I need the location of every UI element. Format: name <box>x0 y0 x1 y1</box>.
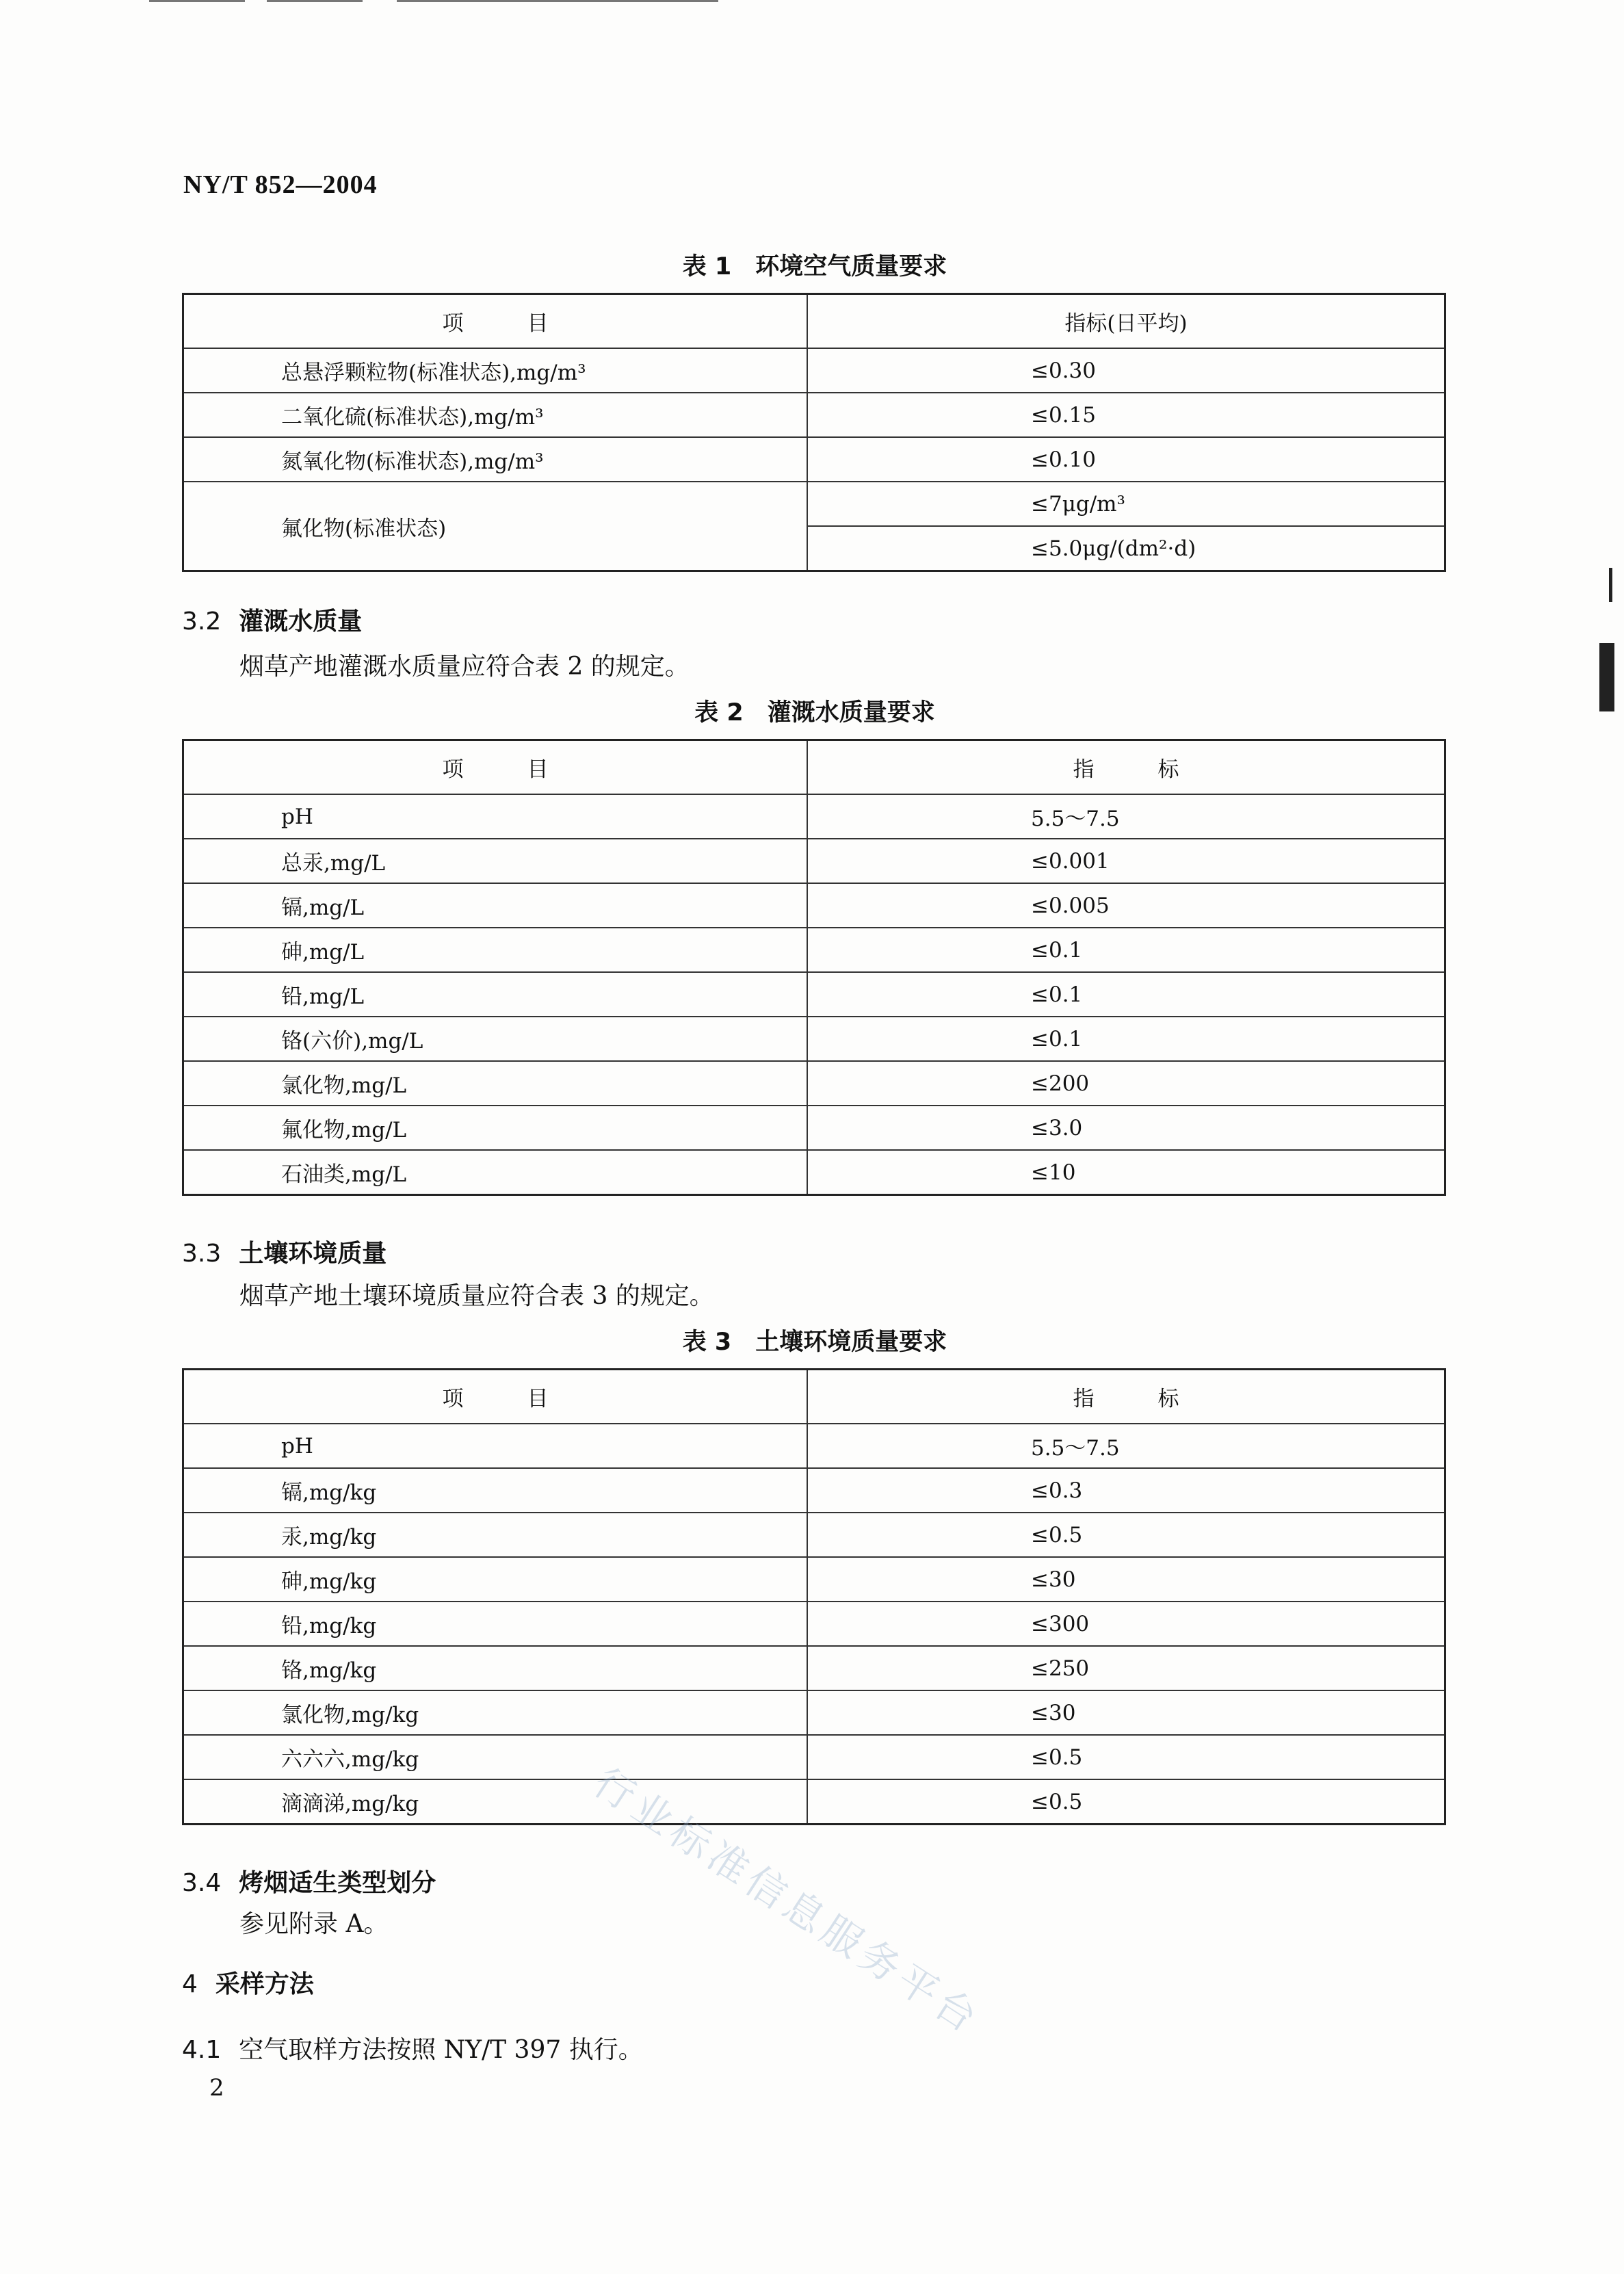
table-row <box>183 1557 1445 1602</box>
row-value: ≤0.10 <box>807 437 1445 482</box>
row-item: pH <box>183 1424 808 1468</box>
row-item: 镉,mg/kg <box>183 1468 808 1513</box>
row-value: ≤0.5 <box>807 1735 1445 1779</box>
table-header-row <box>183 294 1445 349</box>
table-row <box>183 1468 1445 1513</box>
row-item: 二氧化硫(标准状态),mg/m³ <box>183 393 808 437</box>
row-value: ≤0.5 <box>807 1779 1445 1825</box>
column-header-item: 项 目 <box>183 294 808 349</box>
column-header-value: 指标(日平均) <box>807 294 1445 349</box>
section-text: 烟草产地土壤环境质量应符合表 3 的规定。 <box>239 1282 714 1310</box>
scan-line <box>267 0 363 2</box>
page-number: 2 <box>209 2074 224 2102</box>
row-item: 铬,mg/kg <box>183 1646 808 1690</box>
row-value: 5.5～7.5 <box>807 794 1445 839</box>
section-text: 烟草产地灌溉水质量应符合表 2 的规定。 <box>239 653 690 681</box>
scan-speck <box>1599 643 1614 711</box>
table-row <box>183 1061 1445 1106</box>
table-row <box>183 1106 1445 1150</box>
table-header-row <box>183 740 1445 795</box>
table-row <box>183 393 1445 437</box>
column-header-item: 项 目 <box>183 1370 808 1424</box>
row-value: ≤3.0 <box>807 1106 1445 1150</box>
section-heading: 4 采样方法 <box>182 1970 314 1998</box>
table3-caption: 表 3 土壤环境质量要求 <box>682 1329 947 1356</box>
table2 <box>182 739 1446 1196</box>
section-paragraph: 4.1 空气取样方法按照 NY/T 397 执行。 <box>182 2036 643 2064</box>
document-code: NY/T 852—2004 <box>183 170 378 199</box>
table-row <box>183 883 1445 928</box>
row-value: ≤7μg/m³ <box>807 482 1445 526</box>
row-item: 镉,mg/L <box>183 883 808 928</box>
row-value: ≤0.3 <box>807 1468 1445 1513</box>
table-row <box>183 1690 1445 1735</box>
table-row <box>183 1602 1445 1646</box>
row-item: 滴滴涕,mg/kg <box>183 1779 808 1825</box>
row-item: 氯化物,mg/kg <box>183 1690 808 1735</box>
row-value: ≤10 <box>807 1150 1445 1195</box>
row-value: ≤0.5 <box>807 1513 1445 1557</box>
section-heading: 3.2 灌溉水质量 <box>182 607 363 636</box>
row-value: ≤0.005 <box>807 883 1445 928</box>
column-header-value: 指 标 <box>807 740 1445 795</box>
row-value: 5.5～7.5 <box>807 1424 1445 1468</box>
row-value: ≤0.1 <box>807 1017 1445 1061</box>
watermark: 行业标准信息服务平台 <box>585 1758 990 2044</box>
table1 <box>182 293 1446 572</box>
row-item: 砷,mg/kg <box>183 1557 808 1602</box>
row-item: 铬(六价),mg/L <box>183 1017 808 1061</box>
row-item: 总悬浮颗粒物(标准状态),mg/m³ <box>183 348 808 393</box>
row-item: 氟化物(标准状态) <box>183 482 808 571</box>
row-item: 氯化物,mg/L <box>183 1061 808 1106</box>
row-value: ≤0.1 <box>807 972 1445 1017</box>
scan-line <box>397 0 718 2</box>
table-row <box>183 437 1445 482</box>
table-row <box>183 482 1445 526</box>
row-item: 砷,mg/L <box>183 928 808 972</box>
row-item: 氟化物,mg/L <box>183 1106 808 1150</box>
table-header-row <box>183 1370 1445 1424</box>
row-item: 总汞,mg/L <box>183 839 808 883</box>
table-row <box>183 1513 1445 1557</box>
row-value: ≤300 <box>807 1602 1445 1646</box>
table-row <box>183 1150 1445 1195</box>
table-row <box>183 928 1445 972</box>
row-value: ≤0.15 <box>807 393 1445 437</box>
row-value: ≤30 <box>807 1557 1445 1602</box>
scan-speck <box>1609 568 1612 602</box>
row-item: 铅,mg/kg <box>183 1602 808 1646</box>
row-item: pH <box>183 794 808 839</box>
table-row <box>183 1646 1445 1690</box>
section-text: 参见附录 A。 <box>239 1910 389 1938</box>
section-heading: 3.4 烤烟适生类型划分 <box>182 1869 436 1897</box>
row-value: ≤30 <box>807 1690 1445 1735</box>
column-header-value: 指 标 <box>807 1370 1445 1424</box>
row-value: ≤200 <box>807 1061 1445 1106</box>
row-item: 铅,mg/L <box>183 972 808 1017</box>
row-value: ≤250 <box>807 1646 1445 1690</box>
section-heading: 3.3 土壤环境质量 <box>182 1240 387 1268</box>
row-item: 石油类,mg/L <box>183 1150 808 1195</box>
scan-line <box>149 0 245 2</box>
row-value: ≤5.0μg/(dm²·d) <box>807 526 1445 571</box>
table-row <box>183 972 1445 1017</box>
row-item: 六六六,mg/kg <box>183 1735 808 1779</box>
table3 <box>182 1368 1446 1825</box>
column-header-item: 项 目 <box>183 740 808 795</box>
row-item: 氮氧化物(标准状态),mg/m³ <box>183 437 808 482</box>
table-row <box>183 794 1445 839</box>
row-value: ≤0.001 <box>807 839 1445 883</box>
table-row <box>183 348 1445 393</box>
row-value: ≤0.1 <box>807 928 1445 972</box>
row-item: 汞,mg/kg <box>183 1513 808 1557</box>
table-row <box>183 1424 1445 1468</box>
row-value: ≤0.30 <box>807 348 1445 393</box>
table2-caption: 表 2 灌溉水质量要求 <box>694 699 935 727</box>
table1-caption: 表 1 环境空气质量要求 <box>682 253 947 280</box>
table-row <box>183 839 1445 883</box>
table-row <box>183 1735 1445 1779</box>
table-row <box>183 1779 1445 1825</box>
table-row <box>183 1017 1445 1061</box>
